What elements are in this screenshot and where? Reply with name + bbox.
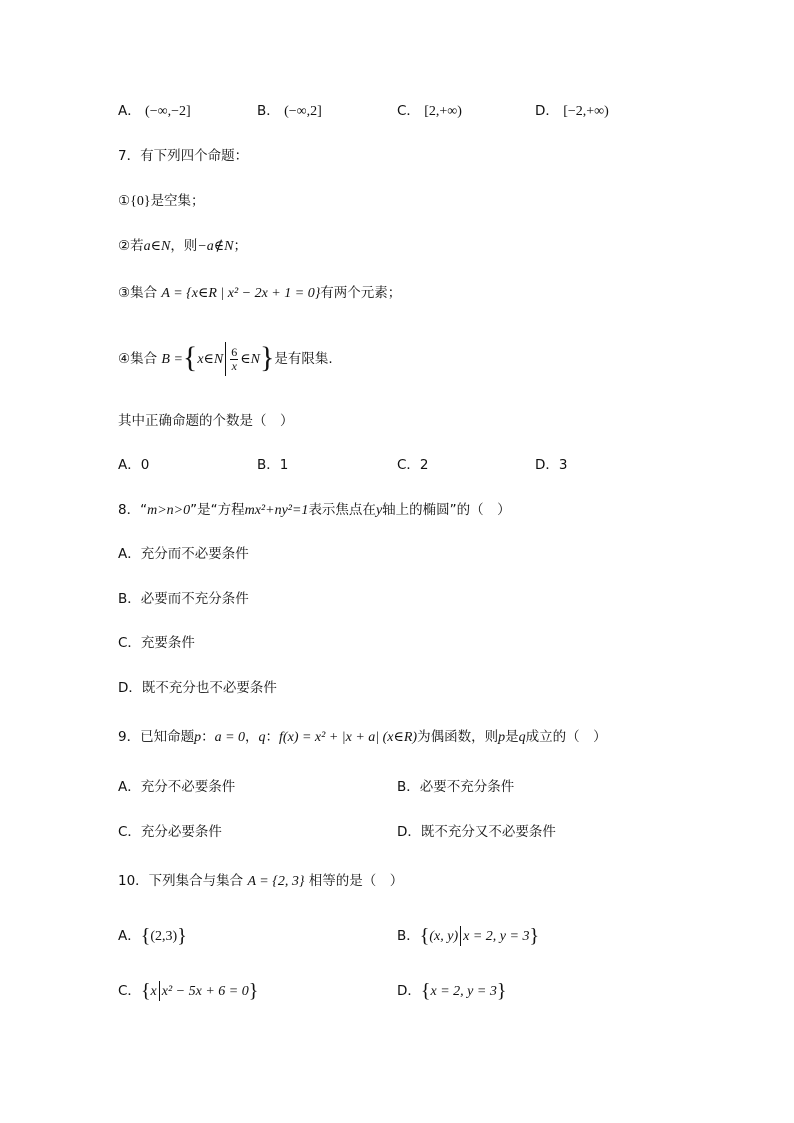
q7-s4-in: ∈N: [240, 352, 260, 367]
q9-q2: q: [518, 730, 526, 745]
right-brace-icon: }: [248, 980, 259, 1002]
q8-option-c: C．充要条件: [118, 635, 195, 651]
q9-comma: ，: [245, 729, 259, 745]
q10-option-a: [118, 926, 187, 947]
q7-option-c: C．2: [397, 457, 429, 473]
q7-statement-4: [118, 340, 333, 378]
q7-s4-numerator: 6: [231, 344, 238, 359]
q7-s2-math1: a∈N: [143, 239, 171, 254]
q6-option-d-label: D．: [535, 103, 559, 119]
q7-s2-sep: ，则: [170, 238, 198, 254]
q9-colon-2: ：: [265, 729, 280, 745]
q8-stem: [118, 500, 511, 521]
left-brace-icon: {: [420, 980, 431, 1002]
q7-option-a: A．0: [118, 457, 150, 473]
q10-stem: [118, 871, 403, 892]
q6-option-a-label: A．: [118, 103, 141, 119]
q10-stem-1: 10．下列集合与集合: [118, 873, 244, 889]
q6-option-b-label: B．: [257, 103, 280, 119]
q7-s2-end: ；: [233, 238, 247, 254]
q9-option-c: C．充分必要条件: [118, 824, 222, 840]
q6-option-a: [118, 101, 191, 122]
q7-s3-text: 有两个元素；: [320, 285, 402, 301]
q8-option-b: B．必要而不充分条件: [118, 591, 249, 607]
q8-y: y: [375, 503, 383, 518]
q7-s2-math2: −a∉N: [197, 239, 234, 254]
q8-stem-2: ”是“方程: [190, 502, 245, 518]
q9-p-math: a = 0: [214, 730, 246, 745]
q9-stem-1: 9．已知命题: [118, 729, 195, 745]
set-divider: [460, 926, 461, 946]
q7-s3-math: A = {x∈R | x² − 2x + 1 = 0}: [161, 286, 321, 301]
q10-d-math: x = 2, y = 3: [430, 984, 497, 999]
left-brace-icon: {: [140, 925, 151, 947]
q8-option-d: D．既不充分也不必要条件: [118, 680, 277, 696]
right-brace-icon: }: [259, 341, 275, 374]
q10-b-right: x = 2, y = 3: [463, 929, 530, 944]
q6-option-b: [257, 101, 322, 122]
q9-option-d: D．既不充分又不必要条件: [397, 824, 556, 840]
q6-option-c-label: C．: [397, 103, 420, 119]
q9-colon-1: ：: [201, 729, 215, 745]
q9-stem-4: 成立的（ ）: [525, 729, 607, 745]
q6-option-d-math: [−2,+∞): [563, 104, 609, 119]
q9-stem-3: 是: [505, 729, 519, 745]
left-brace-icon: {: [182, 341, 198, 374]
q8-stem-4: 轴上的椭圆”的（ ）: [382, 502, 511, 518]
q6-option-d: [535, 101, 609, 122]
q10-b-label: B．: [397, 928, 420, 944]
q9-option-a: A．充分不必要条件: [118, 779, 236, 795]
q7-statement-2: [118, 236, 247, 257]
q7-statement-1: [118, 191, 205, 212]
q6-option-b-math: (−∞,2]: [284, 104, 322, 119]
q7-stem: 7．有下列四个命题：: [118, 148, 249, 164]
q7-s2-mark: ②若: [118, 238, 144, 254]
q7-s4-lhs: B =: [161, 352, 183, 367]
q7-s4-fraction: [230, 346, 238, 373]
q10-c-right: x² − 5x + 6 = 0: [161, 984, 249, 999]
left-brace-icon: {: [140, 980, 151, 1002]
q9-p2: p: [498, 730, 506, 745]
q6-option-c: [397, 101, 462, 122]
q7-option-b: B．1: [257, 457, 289, 473]
q10-a-math: (2,3): [150, 929, 178, 944]
q9-q: q: [258, 730, 266, 745]
right-brace-icon: }: [529, 925, 540, 947]
q10-b-left: (x, y): [429, 929, 459, 944]
q6-option-a-math: (−∞,−2]: [145, 104, 191, 119]
q7-option-d: D．3: [535, 457, 568, 473]
q10-a-label: A．: [118, 928, 141, 944]
q10-c-left: x: [150, 984, 157, 999]
q10-option-c: [118, 981, 258, 1002]
q9-stem-2: 为偶函数，则: [417, 729, 499, 745]
q10-option-b: [397, 926, 539, 947]
q7-s4-denominator: x: [231, 358, 237, 373]
q9-q-math: f(x) = x² + |x + a| (x∈R): [279, 730, 418, 745]
q9-option-b: B．必要不充分条件: [397, 779, 515, 795]
q7-s1-text: 是空集；: [150, 193, 205, 209]
q7-s4-x: x∈N: [197, 352, 224, 367]
q8-condition: m>n>0: [147, 503, 191, 518]
q8-option-a: A．充分而不必要条件: [118, 546, 249, 562]
q7-s4-prefix: ④集合: [118, 351, 158, 367]
set-divider: [225, 342, 226, 376]
left-brace-icon: {: [419, 925, 430, 947]
q7-question: 其中正确命题的个数是（ ）: [118, 413, 294, 429]
q7-s4-text: 是有限集.: [274, 351, 333, 367]
q10-option-d: [397, 981, 506, 1002]
q7-statement-3: [118, 283, 401, 304]
q7-s1-mark: ①: [118, 193, 131, 209]
right-brace-icon: }: [496, 980, 507, 1002]
q6-option-c-math: [2,+∞): [424, 104, 462, 119]
q8-equation: mx²+ny²=1: [244, 503, 309, 518]
q9-p: p: [194, 730, 202, 745]
q10-d-label: D．: [397, 983, 421, 999]
set-divider: [159, 981, 160, 1001]
q8-stem-3: 表示焦点在: [308, 502, 376, 518]
q10-stem-2: 相等的是（ ）: [308, 873, 404, 889]
q10-stem-math: A = {2, 3}: [247, 874, 305, 889]
q7-s3-prefix: ③集合: [118, 285, 158, 301]
right-brace-icon: }: [177, 925, 187, 947]
q10-c-label: C．: [118, 983, 141, 999]
q9-stem: [118, 727, 607, 748]
q7-s1-math: {0}: [130, 194, 151, 209]
q8-stem-1: 8．“: [118, 502, 148, 518]
